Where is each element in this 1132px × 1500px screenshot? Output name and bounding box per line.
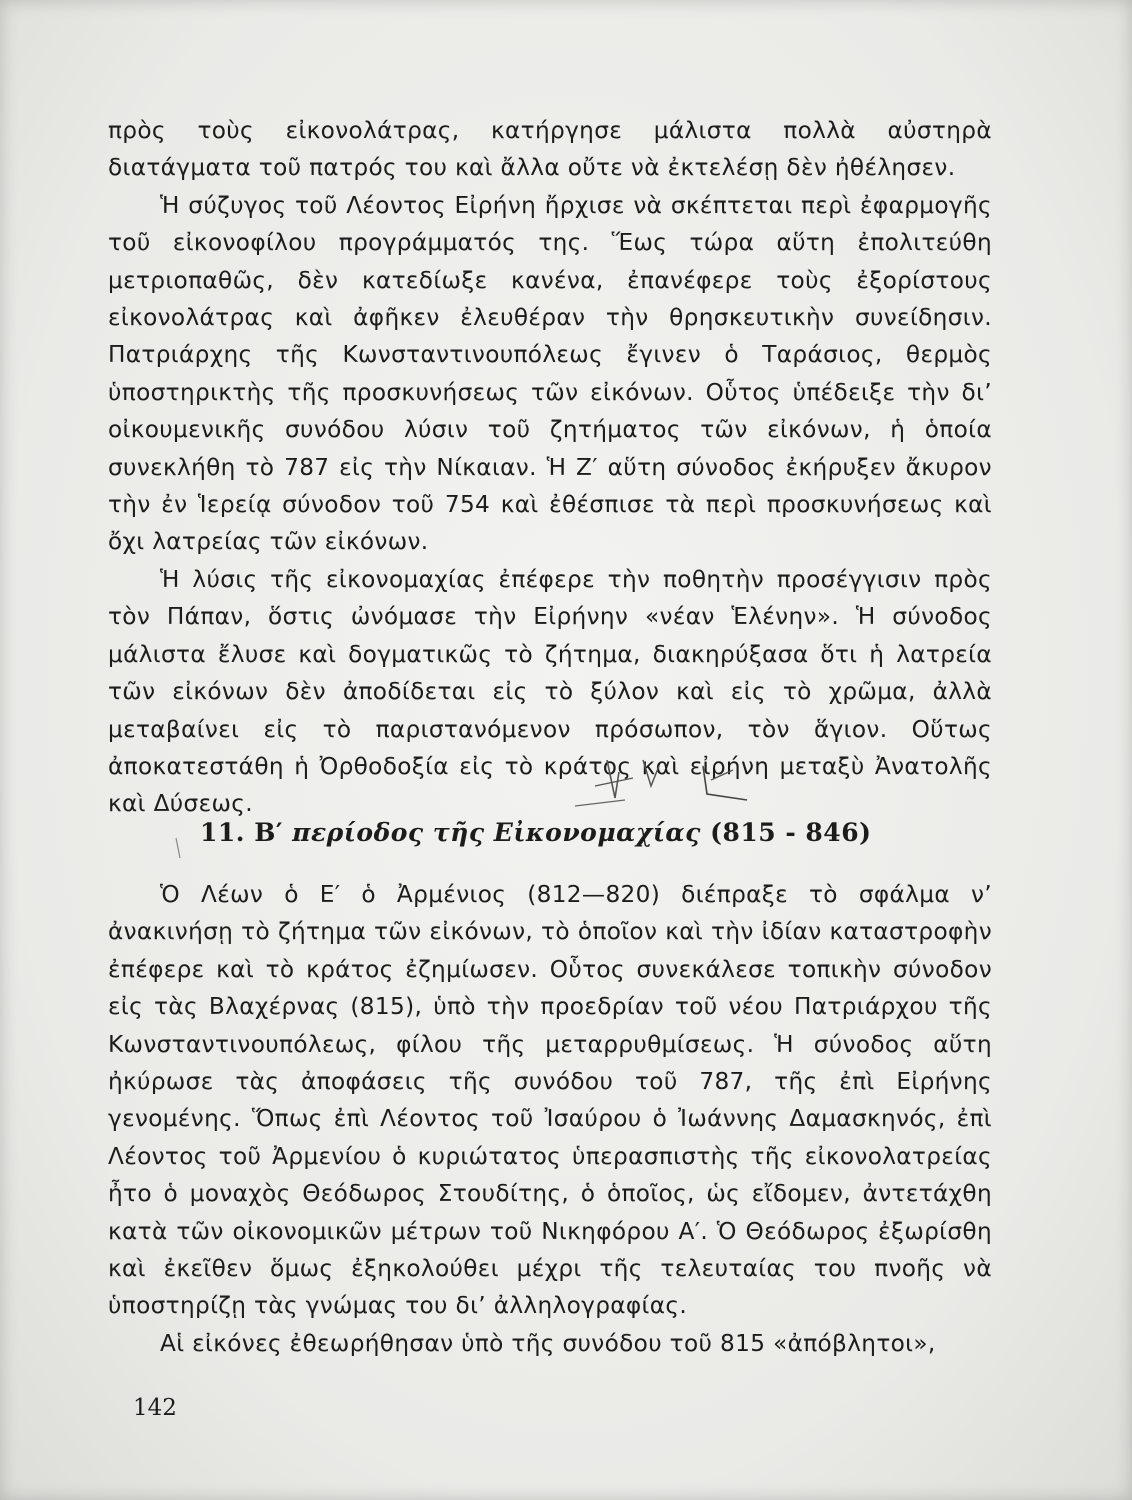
section-number: 11. <box>200 818 245 847</box>
paragraph-1: πρὸς τοὺς εἰκονολάτρας, κατήργησε μάλιστα πολλὰ αὐστηρὰ διατάγματα τοῦ πατρός του καὶ ἄλλα οὔτε νὰ ἐκτελέσῃ δὲν ἠθέλησεν. <box>108 117 992 182</box>
handwritten-pencil-mark <box>555 752 765 822</box>
text-block-bottom <box>108 876 992 1362</box>
paragraph-5: Αἱ εἰκόνες ἐθεωρήθησαν ὑπὸ τῆς συνόδου τοῦ 815 «ἀπόβλητοι», <box>160 1329 936 1357</box>
section-heading <box>200 818 871 847</box>
section-years: (815 - 846) <box>710 818 872 847</box>
text-block-top <box>108 112 992 823</box>
section-title: περίοδος τῆς Εἰκονομαχίας <box>292 818 701 847</box>
paragraph-3: Ἡ λύσις τῆς εἰκονομαχίας ἐπέφερε τὴν ποθητὴν προσέγγισιν πρὸς τὸν Πάπαν, ὅστις ὠνόμασε τὴν Εἰρήνην «νέαν Ἑλένην». Ἡ σύνοδος μάλιστα ἔλυσε καὶ δογματικῶς τὸ ζήτημα, διακηρύξασα ὅτι ἡ λατρεία τῶν εἰκόνων δὲν ἀποδίδεται εἰς τὸ ξύλον καὶ εἰς τὸ χρῶμα, ἀλλὰ μεταβαίνει εἰς τὸ παριστανόμενον πρόσωπον, τὸν ἅγιον. Οὕτως ἀποκατεστάθη ἡ Ὀρθοδοξία εἰς τὸ κράτος καὶ εἰρήνη μεταξὺ Ἀνατολῆς καὶ Δύσεως. <box>108 565 992 818</box>
margin-tick-mark <box>166 824 196 864</box>
paragraph-4: Ὁ Λέων ὁ Ε′ ὁ Ἀρμένιος (812—820) διέπραξε τὸ σφάλμα ν’ ἀνακινήσῃ τὸ ζήτημα τῶν εἰκόνων, τὸ ὁποῖον καὶ τὴν ἰδίαν καταστροφὴν ἐπέφερε καὶ τὸ κράτος ἐζημίωσεν. Οὗτος συνεκάλεσε τοπικὴν σύνοδον εἰς τὰς Βλαχέρνας (815), ὑπὸ τὴν προεδρίαν τοῦ νέου Πατριάρχου τῆς Κωνσταντινουπόλεως, φίλου τῆς μεταρρυθμίσεως. Ἡ σύνοδος αὕτη ἠκύρωσε τὰς ἀποφάσεις τῆς συνόδου τοῦ 787, τῆς ἐπὶ Εἰρήνης γενομένης. Ὅπως ἐπὶ Λέοντος τοῦ Ἰσαύρου ὁ Ἰωάννης Δαμασκηνός, ἐπὶ Λέοντος τοῦ Ἀρμενίου ὁ κυριώτατος ὑπερασπιστὴς τῆς εἰκονολατρείας ἦτο ὁ μοναχὸς Θεόδωρος Στουδίτης, ὁ ὁποῖος, ὡς εἴδομεν, ἀντετάχθη κατὰ τῶν οἰκονομικῶν μέτρων τοῦ Νικηφόρου Α′. Ὁ Θεόδωρος ἐξωρίσθη καὶ ἐκεῖθεν ὅμως ἐξηκολούθει μέχρι τῆς τελευταίας του πνοῆς νὰ ὑποστηρίζῃ τὰς γνώμας του δι’ ἀλληλογραφίας. <box>108 881 992 1320</box>
section-title-prefix: Β′ <box>254 818 283 847</box>
page-number: 142 <box>133 1395 177 1421</box>
paragraph-2: Ἡ σύζυγος τοῦ Λέοντος Εἰρήνη ἤρχισε νὰ σκέπτεται περὶ ἐφαρμογῆς τοῦ εἰκονοφίλου προγράμματός της. Ἕως τώρα αὕτη ἐπολιτεύθη μετριοπαθῶς, δὲν κατεδίωξε κανένα, ἐπανέφερε τοὺς ἐξορίστους εἰκονολάτρας καὶ ἀφῆκεν ἐλευθέραν τὴν θρησκευτικὴν συνείδησιν. Πατριάρχης τῆς Κωνσταντινουπόλεως ἔγινεν ὁ Ταράσιος, θερμὸς ὑποστηρικτὴς τῆς προσκυνήσεως τῶν εἰκόνων. Οὗτος ὑπέδειξε τὴν δι’ οἰκουμενικῆς συνόδου λύσιν τοῦ ζητήματος τῶν εἰκόνων, ἡ ὁποία συνεκλήθη τὸ 787 εἰς τὴν Νίκαιαν. Ἡ Ζ′ αὕτη σύνοδος ἐκήρυξεν ἄκυρον τὴν ἐν Ἱερείᾳ σύνοδον τοῦ 754 καὶ ἐθέσπισε τὰ περὶ προσκυνήσεως καὶ ὄχι λατρείας τῶν εἰκόνων. <box>108 191 992 556</box>
